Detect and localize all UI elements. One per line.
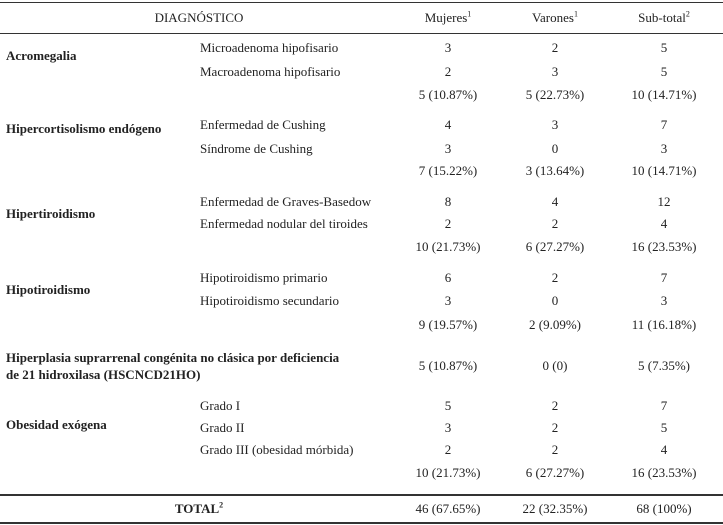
group-name-line2: de 21 hidroxilasa (HSCNCD21HO): [6, 367, 201, 382]
row-label: Enfermedad de Cushing: [200, 117, 326, 132]
cell-women: 2: [444, 216, 452, 231]
group-total-men: 3 (13.64%): [525, 163, 585, 178]
cell-men: 0: [551, 141, 559, 156]
header-women: Mujeres$^1$: [424, 9, 472, 25]
group-total-women: 5 (10.87%): [418, 358, 478, 373]
group-total-subtotal: 5 (7.35%): [638, 358, 690, 373]
bottom-rule: [0, 522, 723, 524]
cell-subtotal: 4: [660, 216, 668, 231]
row-label: Macroadenoma hipofisario: [200, 64, 341, 79]
cell-subtotal: 3: [660, 293, 668, 308]
row-label: Síndrome de Cushing: [200, 141, 313, 156]
header-men: Varones$^1$: [532, 9, 578, 25]
cell-women: 5: [444, 398, 452, 413]
header-rule: [0, 33, 723, 34]
row-label: Grado I: [200, 398, 241, 413]
total-women: 46 (67.65%): [415, 501, 481, 516]
group-name: Acromegalia: [6, 48, 77, 63]
total-men: 22 (32.35%): [522, 501, 588, 516]
cell-subtotal: 5: [660, 64, 668, 79]
group-total-women: 7 (15.22%): [418, 163, 478, 178]
group-total-men: 5 (22.73%): [525, 87, 585, 102]
cell-subtotal: 5: [660, 40, 668, 55]
row-label: Enfermedad de Graves-Basedow: [200, 194, 372, 209]
group-total-men: 6 (27.27%): [525, 239, 585, 254]
group-total-women: 10 (21.73%): [415, 239, 481, 254]
cell-men: 4: [551, 194, 559, 209]
cell-subtotal: 7: [660, 117, 668, 132]
group-name: Hipertiroidismo: [6, 206, 96, 221]
cell-subtotal: 5: [660, 420, 668, 435]
cell-men: 2: [551, 216, 559, 231]
cell-women: 4: [444, 117, 452, 132]
cell-women: 3: [444, 420, 452, 435]
total-label: TOTAL$^2$: [174, 500, 224, 516]
header-subtotal: Sub-total$^2$: [638, 9, 690, 25]
group-name: Hipercortisolismo endógeno: [6, 121, 162, 136]
group-total-subtotal: 10 (14.71%): [631, 87, 697, 102]
row-label: Grado II: [200, 420, 245, 435]
row-label: Microadenoma hipofisario: [200, 40, 339, 55]
cell-women: 6: [444, 270, 452, 285]
cell-women: 8: [444, 194, 452, 209]
group-total-subtotal: 16 (23.53%): [631, 465, 697, 480]
group-total-women: 5 (10.87%): [418, 87, 478, 102]
row-label: Grado III (obesidad mórbida): [200, 442, 354, 457]
cell-men: 2: [551, 442, 559, 457]
group-total-women: 10 (21.73%): [415, 465, 481, 480]
cell-men: 3: [551, 117, 559, 132]
cell-women: 3: [444, 40, 452, 55]
cell-subtotal: 7: [660, 270, 668, 285]
cell-men: 2: [551, 398, 559, 413]
row-label: Hipotiroidismo secundario: [200, 293, 340, 308]
row-label: Hipotiroidismo primario: [200, 270, 328, 285]
header-diagnosis: DIAGNÓSTICO: [154, 10, 244, 25]
group-name-line1: Hiperplasia suprarrenal congénita no clásica por deficiencia: [6, 350, 340, 365]
group-total-men: 6 (27.27%): [525, 465, 585, 480]
cell-men: 2: [551, 40, 559, 55]
group-total-subtotal: 16 (23.53%): [631, 239, 697, 254]
group-total-women: 9 (19.57%): [418, 317, 478, 332]
cell-women: 2: [444, 64, 452, 79]
cell-men: 0: [551, 293, 559, 308]
group-total-subtotal: 10 (14.71%): [631, 163, 697, 178]
cell-subtotal: 3: [660, 141, 668, 156]
cell-men: 2: [551, 420, 559, 435]
total-subtotal: 68 (100%): [636, 501, 692, 516]
cell-subtotal: 4: [660, 442, 668, 457]
group-total-men: 0 (0): [542, 358, 568, 373]
top-rule: [0, 2, 723, 3]
group-name: Obesidad exógena: [6, 417, 107, 432]
cell-men: 3: [551, 64, 559, 79]
cell-subtotal: 12: [657, 194, 671, 209]
cell-women: 2: [444, 442, 452, 457]
cell-women: 3: [444, 293, 452, 308]
total-rule-top: [0, 494, 723, 496]
group-total-men: 2 (9.09%): [529, 317, 581, 332]
cell-men: 2: [551, 270, 559, 285]
row-label: Enfermedad nodular del tiroides: [200, 216, 368, 231]
group-total-subtotal: 11 (16.18%): [631, 317, 697, 332]
group-name: Hipotiroidismo: [6, 282, 91, 297]
cell-subtotal: 7: [660, 398, 668, 413]
cell-women: 3: [444, 141, 452, 156]
